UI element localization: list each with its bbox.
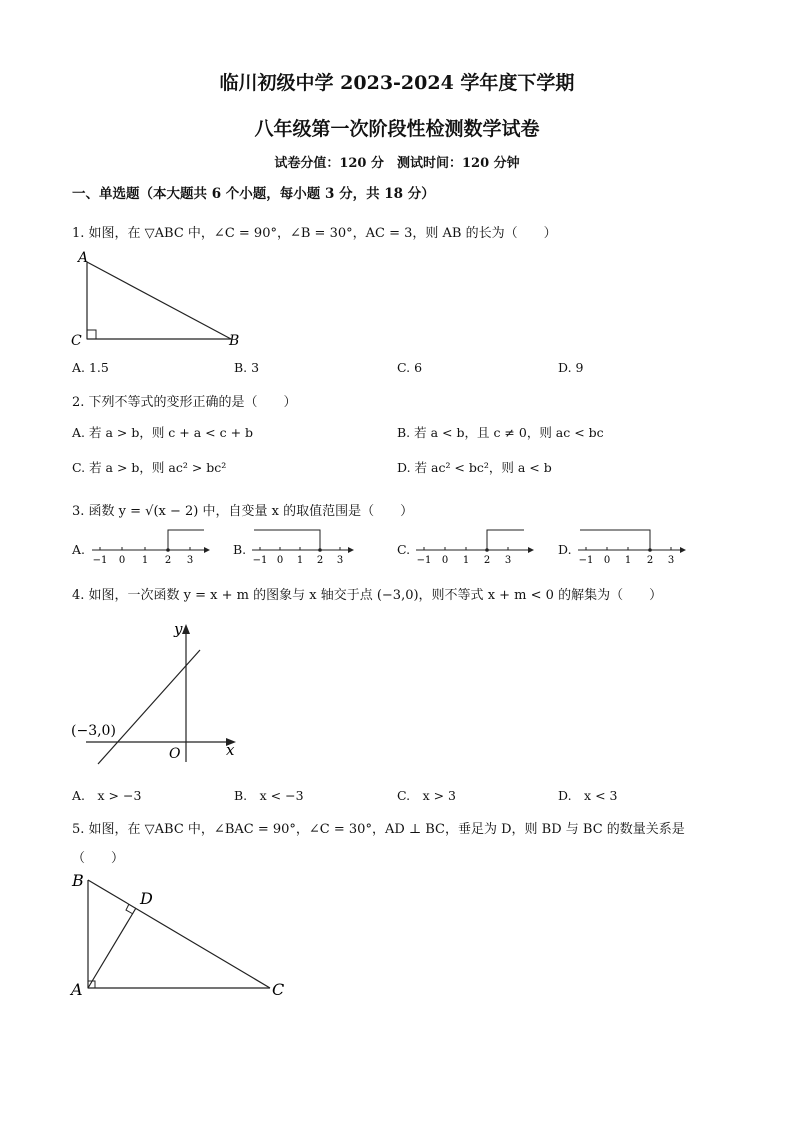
- q3-option-d-letter: D.: [558, 542, 572, 557]
- q3d-tick-3: 3: [667, 555, 675, 566]
- q5-label-c: C: [272, 980, 285, 999]
- q2-option-a: A. 若 a > b，则 c + a < c + b: [72, 425, 254, 440]
- q3-option-b-numberline: [248, 526, 360, 568]
- q3a-tick-neg1: −1: [92, 555, 108, 566]
- q3a-tick-0: 0: [118, 555, 126, 566]
- q3-option-b-letter: B.: [233, 542, 247, 557]
- q3b-tick-2: 2: [316, 555, 324, 566]
- q3b-tick-1: 1: [296, 555, 304, 566]
- q3a-tick-3: 3: [186, 555, 194, 566]
- q3c-tick-neg1: −1: [416, 555, 432, 566]
- question-4-stem: 4. 如图，一次函数 y = x + m 的图象与 x 轴交于点 (−3,0)，则不等式 x + m < 0 的解集为（ ）: [72, 588, 663, 603]
- q3a-tick-2: 2: [164, 555, 172, 566]
- q4-option-b: B. x < −3: [234, 788, 304, 803]
- q4-y-axis-label: y: [174, 620, 183, 638]
- q3a-tick-1: 1: [141, 555, 149, 566]
- q4-point-label: (−3,0): [71, 723, 116, 739]
- q3b-tick-0: 0: [276, 555, 284, 566]
- q3-option-a-numberline: [88, 526, 212, 568]
- q1-label-b: B: [229, 333, 240, 348]
- q1-option-a: A. 1.5: [72, 360, 109, 375]
- q3d-tick-neg1: −1: [578, 555, 594, 566]
- q4-option-d: D. x < 3: [558, 788, 618, 803]
- q5-label-d: D: [140, 889, 153, 908]
- question-5-stem-cont: （ ）: [72, 851, 125, 866]
- q3-option-c-letter: C.: [397, 542, 411, 557]
- question-5-stem: 5. 如图，在 ▽ABC 中，∠BAC = 90°，∠C = 30°，AD ⊥ BC，垂足为 D，则 BD 与 BC 的数量关系是: [72, 822, 685, 837]
- q2-option-b: B. 若 a < b，且 c ≠ 0，则 ac < bc: [397, 425, 604, 440]
- exam-title-line1: 临川初级中学 2023-2024 学年度下学期: [219, 72, 575, 94]
- q1-label-c: C: [71, 333, 82, 348]
- q1-label-a: A: [78, 250, 89, 266]
- q2-option-d: D. 若 ac² < bc²，则 a < b: [397, 460, 552, 475]
- q3d-tick-2: 2: [646, 555, 654, 566]
- q4-x-axis-label: x: [226, 741, 235, 759]
- q3c-tick-3: 3: [504, 555, 512, 566]
- q4-origin-label: O: [169, 746, 181, 762]
- q4-option-a: A. x > −3: [72, 788, 142, 803]
- exam-meta: 试卷分值：120 分 测试时间：120 分钟: [274, 156, 520, 171]
- q5-label-a: A: [71, 980, 83, 999]
- exam-title-line2: 八年级第一次阶段性检测数学试卷: [254, 118, 540, 140]
- q3d-tick-0: 0: [603, 555, 611, 566]
- question-1-stem: 1. 如图，在 ▽ABC 中，∠C = 90°，∠B = 30°，AC = 3，则 AB 的长为（ ）: [72, 226, 557, 241]
- q1-option-b: B. 3: [234, 360, 260, 375]
- question-1-figure: [66, 248, 256, 348]
- q3c-tick-2: 2: [483, 555, 491, 566]
- q2-option-c: C. 若 a > b，则 ac² > bc²: [72, 460, 227, 475]
- q3d-tick-1: 1: [624, 555, 632, 566]
- q4-option-c: C. x > 3: [397, 788, 457, 803]
- q3-option-a-letter: A.: [72, 542, 86, 557]
- q1-option-c: C. 6: [397, 360, 423, 375]
- q3-option-c-numberline: [412, 526, 536, 568]
- q3b-tick-neg1: −1: [252, 555, 268, 566]
- q1-option-d: D. 9: [558, 360, 584, 375]
- q3-option-d-numberline: [574, 526, 690, 568]
- question-2-stem: 2. 下列不等式的变形正确的是（ ）: [72, 395, 297, 410]
- q3b-tick-3: 3: [336, 555, 344, 566]
- question-3-stem: 3. 函数 y = √(x − 2) 中，自变量 x 的取值范围是（ ）: [72, 504, 414, 519]
- q3c-tick-0: 0: [441, 555, 449, 566]
- q3c-tick-1: 1: [462, 555, 470, 566]
- section-heading: 一、单选题（本大题共 6 个小题，每小题 3 分，共 18 分）: [72, 186, 435, 202]
- question-4-graph: [66, 616, 256, 766]
- question-5-figure: [66, 866, 296, 1002]
- q5-label-b: B: [72, 871, 84, 890]
